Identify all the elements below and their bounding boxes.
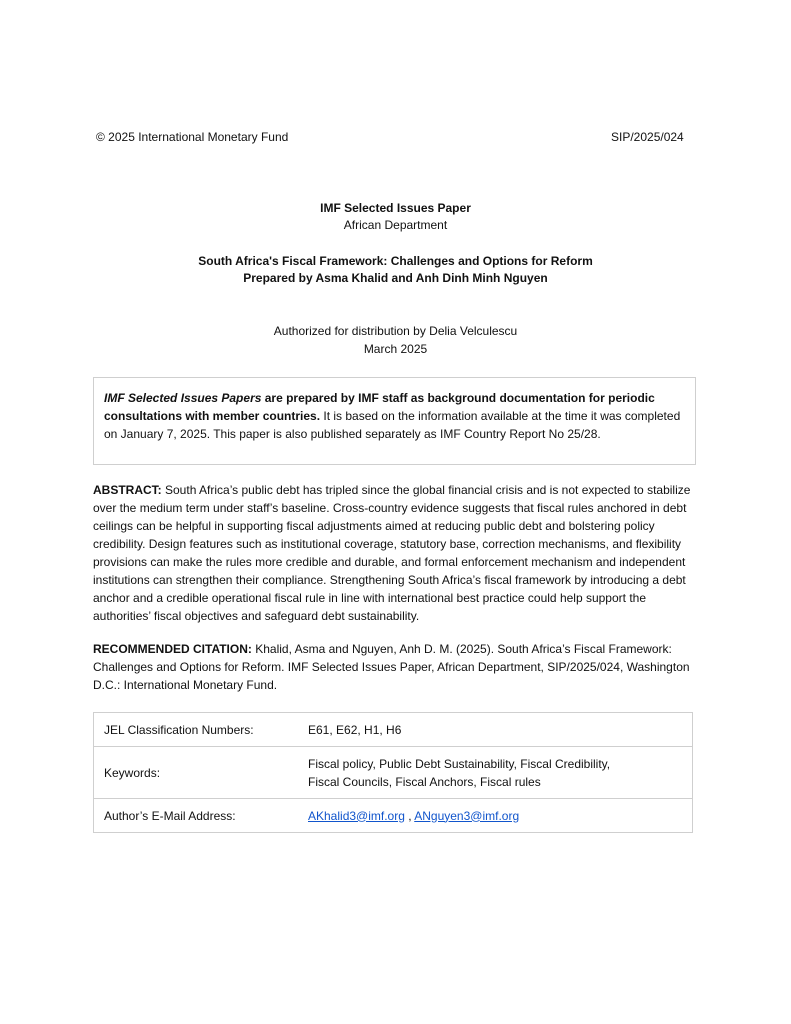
table-row	[94, 799, 693, 833]
keywords-value	[298, 747, 693, 799]
authors-line: Prepared by Asma Khalid and Anh Dinh Minh Nguyen	[243, 271, 548, 285]
table-row	[94, 747, 693, 799]
email-label: Author’s E-Mail Address:	[94, 799, 299, 833]
abstract	[93, 481, 693, 625]
authorized-by: Authorized for distribution by Delia Velculescu	[273, 324, 518, 338]
abstract-label: ABSTRACT:	[93, 483, 162, 497]
email-separator: ,	[404, 808, 415, 823]
publication-date: March 2025	[363, 342, 428, 356]
table-row	[94, 713, 693, 747]
email-value	[298, 799, 693, 833]
keywords-line-1: Fiscal policy, Public Debt Sustainability, Fiscal Credibility,	[308, 756, 611, 771]
recommended-citation	[93, 640, 693, 694]
keywords-label: Keywords:	[94, 747, 299, 799]
email-link-nguyen[interactable]: ANguyen3@imf.org	[414, 808, 520, 823]
abstract-text: South Africa’s public debt has tripled since the global financial crisis and is not expected to stabilize over the medium term under staff’s baseline. Cross-country evidence suggests that fiscal rules anchored in debt ceilings can be helpful in supporting fiscal adjustments aimed at reducing public debt and bolstering policy credibility. Design features such as institutional coverage, statutory base, correction mechanisms, and flexibility provisions can make the rules more credible and durable, and formal enforcement mechanism and independent institutions can strengthen their compliance. Strengthening South Africa’s fiscal framework by introducing a debt anchor and a credible operational fiscal rule in line with international best practice could help support the authorities’ fiscal objectives and safeguard debt sustainability.	[93, 483, 691, 623]
notice-bold-text: are prepared by IMF staff as background documentation for periodic consultations with member countries.	[104, 391, 655, 423]
citation-label: RECOMMENDED CITATION:	[93, 642, 252, 656]
copyright-notice: © 2025 International Monetary Fund	[96, 130, 289, 144]
citation-text: Khalid, Asma and Nguyen, Anh D. M. (2025). South Africa’s Fiscal Framework: Challenges and Options for Reform. IMF Selected Issues Paper, African Department, SIP/2025/024, Washington D.C.: International Monetary Fund.	[93, 642, 690, 692]
paper-title: South Africa's Fiscal Framework: Challenges and Options for Reform	[198, 254, 593, 268]
department: African Department	[343, 218, 448, 232]
jel-value: E61, E62, H1, H6	[298, 713, 693, 747]
paper-meta-table	[93, 712, 693, 833]
notice-regular-text: It is based on the information available at the time it was completed on January 7, 2025. This paper is also published separately as IMF Country Report No 25/28.	[104, 409, 681, 441]
series-title: IMF Selected Issues Paper	[320, 201, 471, 215]
email-link-khalid[interactable]: AKhalid3@imf.org	[308, 808, 405, 823]
notice-box	[93, 377, 696, 465]
notice-series-name: IMF Selected Issues Papers	[104, 391, 262, 405]
keywords-line-2: Fiscal Councils, Fiscal Anchors, Fiscal rules	[308, 774, 541, 789]
paper-number: SIP/2025/024	[611, 130, 684, 144]
jel-label: JEL Classification Numbers:	[94, 713, 299, 747]
